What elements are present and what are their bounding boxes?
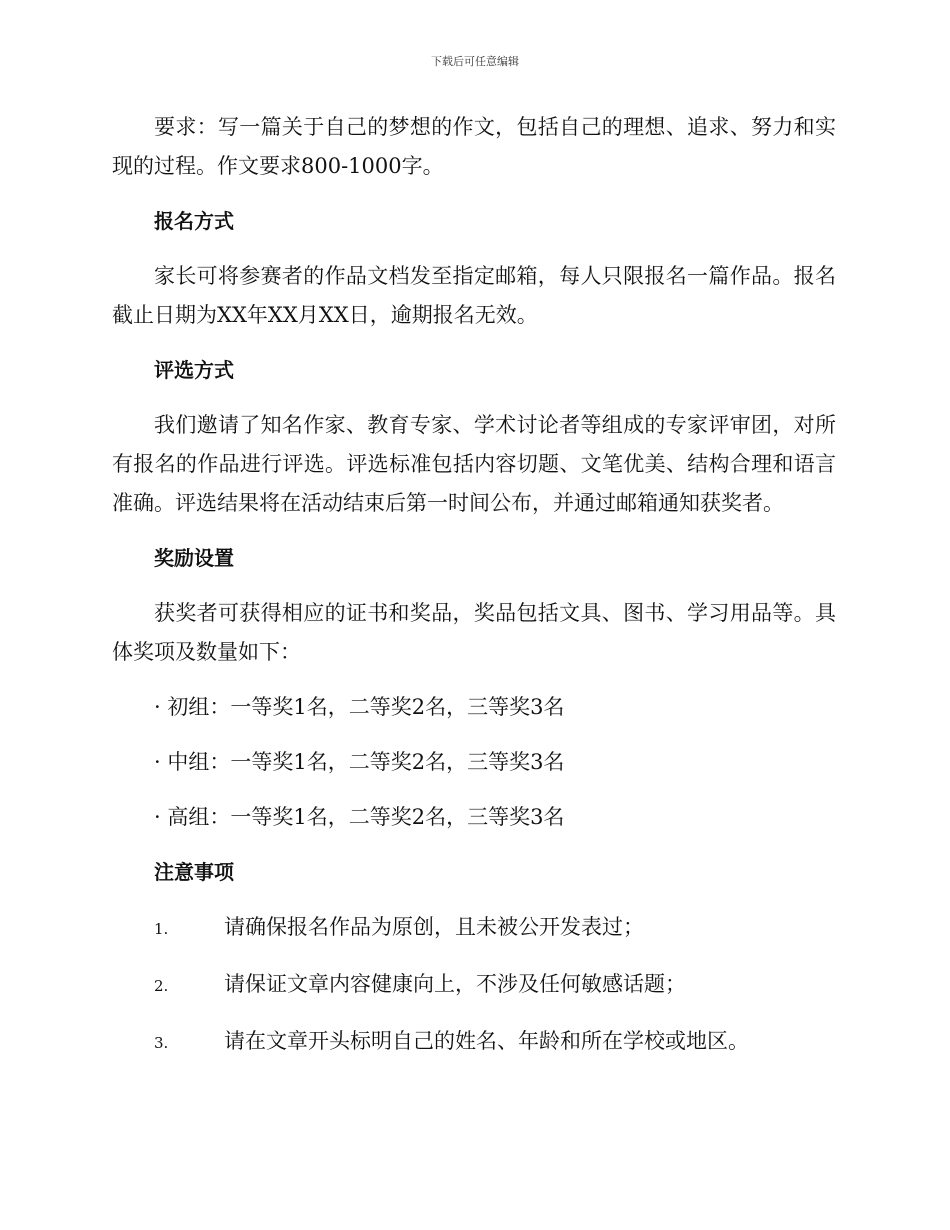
judging-paragraph: 我们邀请了知名作家、教育专家、学术讨论者等组成的专家评审团，对所有报名的作品进行评选。评选标准包括内容切题、文笔优美、结构合理和语言准确。评选结果将在活动结束后第一时间公布，并通过邮箱通知获奖者。	[112, 413, 836, 515]
note-item	[112, 1022, 836, 1063]
signup-heading: 报名方式	[154, 209, 234, 233]
document-body	[112, 108, 836, 1079]
judging-heading: 评选方式	[154, 358, 234, 382]
award-item-junior: · 初组：一等奖1名，二等奖2名，三等奖3名	[154, 695, 565, 719]
note-number: 3.	[154, 1034, 169, 1052]
note-item	[112, 965, 836, 1006]
note-item	[112, 908, 836, 949]
requirement-paragraph: 要求：写一篇关于自己的梦想的作文，包括自己的理想、追求、努力和实现的过程。作文要求800-1000字。	[112, 115, 836, 178]
note-text: 请确保报名作品为原创，且未被公开发表过；	[224, 915, 644, 939]
note-text: 请在文章开头标明自己的姓名、年龄和所在学校或地区。	[224, 1029, 749, 1053]
page-header: 下载后可任意编辑	[431, 55, 519, 68]
note-text: 请保证文章内容健康向上，不涉及任何敏感话题；	[224, 972, 686, 996]
awards-paragraph: 获奖者可获得相应的证书和奖品，奖品包括文具、图书、学习用品等。具体奖项及数量如下：	[112, 601, 836, 664]
award-item-senior: · 高组：一等奖1名，二等奖2名，三等奖3名	[154, 805, 565, 829]
notes-heading: 注意事项	[154, 860, 234, 884]
awards-heading: 奖励设置	[154, 546, 234, 570]
award-item-middle: · 中组：一等奖1名，二等奖2名，三等奖3名	[154, 750, 565, 774]
signup-paragraph: 家长可将参赛者的作品文档发至指定邮箱，每人只限报名一篇作品。报名截止日期为XX年XX月XX日，逾期报名无效。	[112, 264, 836, 327]
note-number: 2.	[154, 977, 169, 995]
note-number: 1.	[154, 920, 169, 938]
